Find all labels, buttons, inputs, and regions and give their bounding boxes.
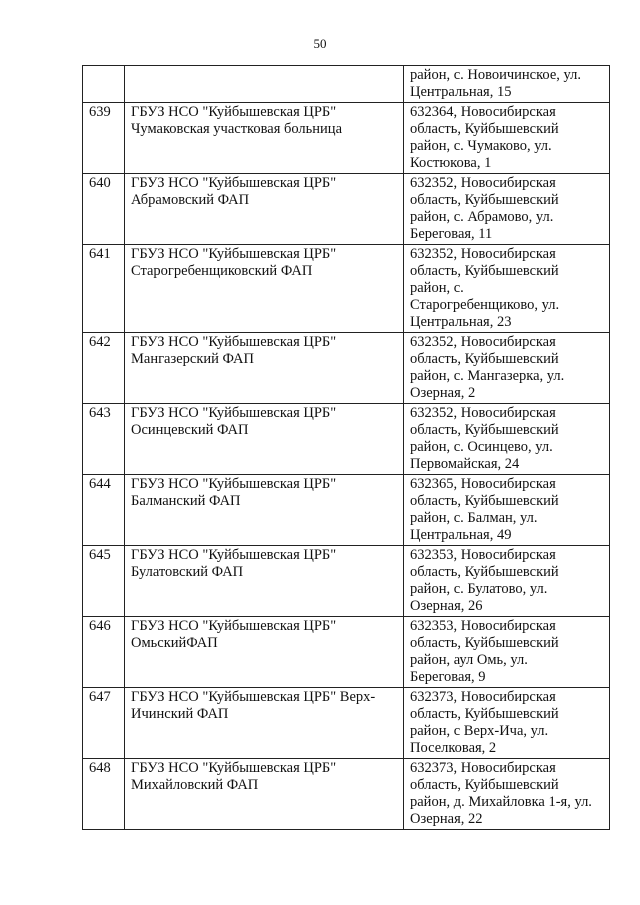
address-cell xyxy=(404,688,610,759)
address-line: Центральная, 23 xyxy=(410,314,512,330)
institution-line: ГБУЗ НСО "Куйбышевская ЦРБ" xyxy=(131,104,337,120)
address-line: 632365, Новосибирская xyxy=(410,476,556,492)
institution-line: ГБУЗ НСО "Куйбышевская ЦРБ" Верх- xyxy=(131,689,376,705)
table-row xyxy=(83,245,610,333)
institution-line: ГБУЗ НСО "Куйбышевская ЦРБ" xyxy=(131,618,337,634)
address-line: район, с. Новоичинское, ул. xyxy=(410,67,582,83)
institution-line: Михайловский ФАП xyxy=(131,777,259,793)
institution-cell xyxy=(125,759,404,830)
institution-cell xyxy=(125,546,404,617)
address-cell xyxy=(404,759,610,830)
address-cell xyxy=(404,174,610,245)
address-cell xyxy=(404,404,610,475)
address-line: Центральная, 49 xyxy=(410,527,512,543)
address-line: Центральная, 15 xyxy=(410,84,512,100)
institution-cell xyxy=(125,245,404,333)
address-cell xyxy=(404,617,610,688)
institution-line: ГБУЗ НСО "Куйбышевская ЦРБ" xyxy=(131,175,337,191)
address-line: район, с. Балман, ул. xyxy=(410,510,538,526)
address-line: 632364, Новосибирская xyxy=(410,104,556,120)
address-line: 632352, Новосибирская xyxy=(410,246,556,262)
institution-cell xyxy=(125,617,404,688)
address-line: область, Куйбышевский xyxy=(410,777,559,793)
row-number-cell: 642 xyxy=(83,333,125,404)
row-number-cell xyxy=(83,66,125,103)
institution-line: Абрамовский ФАП xyxy=(131,192,250,208)
address-line: Первомайская, 24 xyxy=(410,456,520,472)
address-cell xyxy=(404,245,610,333)
address-cell xyxy=(404,546,610,617)
address-line: Поселковая, 2 xyxy=(410,740,497,756)
institution-line: Чумаковская участковая больница xyxy=(131,121,343,137)
institution-line: Балманский ФАП xyxy=(131,493,241,509)
table-row xyxy=(83,759,610,830)
table-row xyxy=(83,617,610,688)
address-line: область, Куйбышевский xyxy=(410,121,559,137)
address-line: область, Куйбышевский xyxy=(410,263,559,279)
address-cell xyxy=(404,333,610,404)
table-row xyxy=(83,103,610,174)
address-line: область, Куйбышевский xyxy=(410,192,559,208)
address-line: Старогребенщиково, ул. xyxy=(410,297,560,313)
institution-line: ГБУЗ НСО "Куйбышевская ЦРБ" xyxy=(131,334,337,350)
registry-table-body xyxy=(83,66,610,830)
row-number-cell: 639 xyxy=(83,103,125,174)
institution-line: ГБУЗ НСО "Куйбышевская ЦРБ" xyxy=(131,760,337,776)
table-row xyxy=(83,404,610,475)
row-number-cell: 645 xyxy=(83,546,125,617)
address-line: 632352, Новосибирская xyxy=(410,405,556,421)
address-line: 632352, Новосибирская xyxy=(410,175,556,191)
table-row xyxy=(83,475,610,546)
address-line: район, с. Мангазерка, ул. xyxy=(410,368,565,384)
address-line: область, Куйбышевский xyxy=(410,635,559,651)
row-number-cell: 644 xyxy=(83,475,125,546)
institution-line: ГБУЗ НСО "Куйбышевская ЦРБ" xyxy=(131,476,337,492)
row-number-cell: 643 xyxy=(83,404,125,475)
address-line: Костюкова, 1 xyxy=(410,155,492,171)
address-line: район, с. Абрамово, ул. xyxy=(410,209,554,225)
address-line: район, с Верх-Ича, ул. xyxy=(410,723,549,739)
address-line: 632352, Новосибирская xyxy=(410,334,556,350)
row-number-cell: 641 xyxy=(83,245,125,333)
institution-cell xyxy=(125,103,404,174)
address-cell xyxy=(404,475,610,546)
institution-line: ГБУЗ НСО "Куйбышевская ЦРБ" xyxy=(131,547,337,563)
institution-cell xyxy=(125,404,404,475)
address-line: 632353, Новосибирская xyxy=(410,547,556,563)
table-row xyxy=(83,546,610,617)
institution-line: Мангазерский ФАП xyxy=(131,351,254,367)
institution-cell xyxy=(125,174,404,245)
table-row xyxy=(83,333,610,404)
address-line: Озерная, 26 xyxy=(410,598,483,614)
address-line: область, Куйбышевский xyxy=(410,706,559,722)
institution-line: Осинцевский ФАП xyxy=(131,422,249,438)
institution-line: Ичинский ФАП xyxy=(131,706,229,722)
institution-line: Булатовский ФАП xyxy=(131,564,244,580)
address-line: район, аул Омь, ул. xyxy=(410,652,528,668)
address-line: область, Куйбышевский xyxy=(410,564,559,580)
institution-cell xyxy=(125,66,404,103)
address-line: 632373, Новосибирская xyxy=(410,760,556,776)
table-row-continuation xyxy=(83,66,610,103)
address-line: Береговая, 9 xyxy=(410,669,486,685)
row-number-cell: 640 xyxy=(83,174,125,245)
institution-cell xyxy=(125,688,404,759)
address-line: район, д. Михайловка 1-я, ул. xyxy=(410,794,592,810)
address-line: область, Куйбышевский xyxy=(410,422,559,438)
address-line: район, с. Булатово, ул. xyxy=(410,581,548,597)
address-line: район, с. Осинцево, ул. xyxy=(410,439,553,455)
row-number-cell: 646 xyxy=(83,617,125,688)
address-line: 632373, Новосибирская xyxy=(410,689,556,705)
institution-cell xyxy=(125,333,404,404)
row-number-cell: 647 xyxy=(83,688,125,759)
address-line: Озерная, 2 xyxy=(410,385,476,401)
address-line: Озерная, 22 xyxy=(410,811,483,827)
address-line: район, с. xyxy=(410,280,464,296)
table-row xyxy=(83,688,610,759)
address-cell xyxy=(404,103,610,174)
address-line: область, Куйбышевский xyxy=(410,351,559,367)
table-row xyxy=(83,174,610,245)
institution-cell xyxy=(125,475,404,546)
address-line: 632353, Новосибирская xyxy=(410,618,556,634)
registry-table xyxy=(82,65,610,830)
address-cell xyxy=(404,66,610,103)
address-line: район, с. Чумаково, ул. xyxy=(410,138,552,154)
address-line: Береговая, 11 xyxy=(410,226,493,242)
institution-line: Старогребенщиковский ФАП xyxy=(131,263,313,279)
row-number-cell: 648 xyxy=(83,759,125,830)
address-line: область, Куйбышевский xyxy=(410,493,559,509)
institution-line: ГБУЗ НСО "Куйбышевская ЦРБ" xyxy=(131,246,337,262)
institution-line: ОмьскийФАП xyxy=(131,635,218,651)
page-number: 50 xyxy=(313,36,327,51)
institution-line: ГБУЗ НСО "Куйбышевская ЦРБ" xyxy=(131,405,337,421)
